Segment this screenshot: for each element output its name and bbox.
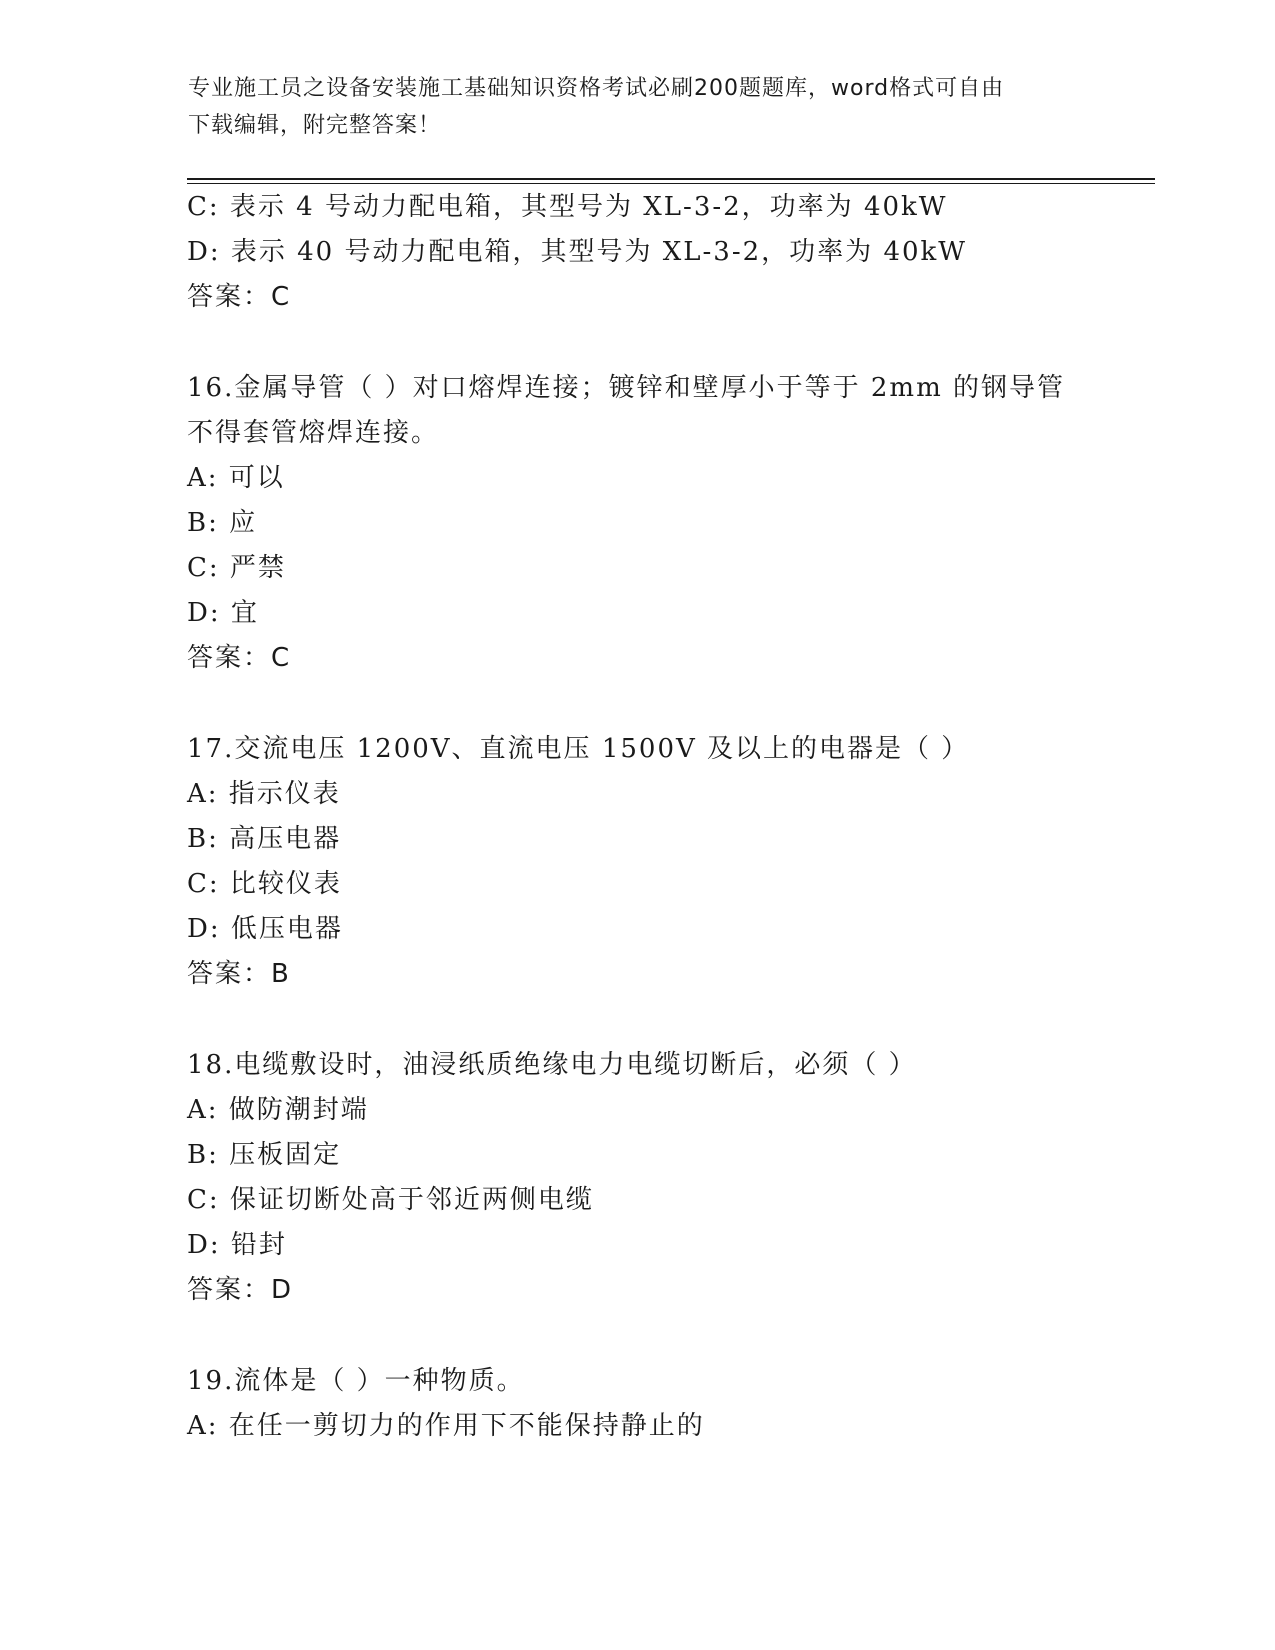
answer: 答案：C — [187, 282, 292, 312]
option-b: B: 高压电器 — [187, 824, 342, 854]
option-a: A: 可以 — [187, 463, 285, 493]
option-a: A: 指示仪表 — [187, 779, 341, 809]
option-c: C: 比较仪表 — [187, 869, 342, 899]
header-divider-thick — [187, 178, 1155, 180]
question-stem-19: 19.流体是（ ）一种物质。 — [187, 1366, 525, 1396]
option-b: B: 应 — [187, 508, 258, 538]
option-c: C: 保证切断处高于邻近两侧电缆 — [187, 1185, 594, 1215]
option-a: A: 在任一剪切力的作用下不能保持静止的 — [187, 1411, 705, 1441]
question-stem-18: 18.电缆敷设时，油浸纸质绝缘电力电缆切断后，必须（ ） — [187, 1050, 917, 1080]
option-c: C: 严禁 — [187, 553, 286, 583]
option-c: C: 表示 4 号动力配电箱，其型号为 XL-3-2，功率为 40kW — [187, 192, 948, 222]
document-header — [188, 70, 1068, 144]
option-a: A: 做防潮封端 — [187, 1095, 369, 1125]
question-stem-16-cont: 不得套管熔焊连接。 — [187, 418, 440, 448]
answer: 答案：B — [187, 959, 291, 989]
answer: 答案：C — [187, 643, 292, 673]
header-divider-thin — [187, 183, 1155, 184]
header-title-line-2: 下载编辑，附完整答案！ — [188, 113, 442, 138]
option-d: D: 表示 40 号动力配电箱，其型号为 XL-3-2，功率为 40kW — [187, 237, 968, 267]
option-d: D: 铅封 — [187, 1230, 287, 1260]
option-d: D: 宜 — [187, 598, 259, 628]
answer: 答案：D — [187, 1275, 294, 1305]
option-b: B: 压板固定 — [187, 1140, 342, 1170]
question-stem-17: 17.交流电压 1200V、直流电压 1500V 及以上的电器是（ ） — [187, 734, 970, 764]
option-d: D: 低压电器 — [187, 914, 343, 944]
question-stem-16: 16.金属导管（ ）对口熔焊连接；镀锌和壁厚小于等于 2mm 的钢导管 — [187, 373, 1065, 403]
header-title-line-1: 专业施工员之设备安装施工基础知识资格考试必刷200题题库，word格式可自由 — [188, 76, 1005, 101]
